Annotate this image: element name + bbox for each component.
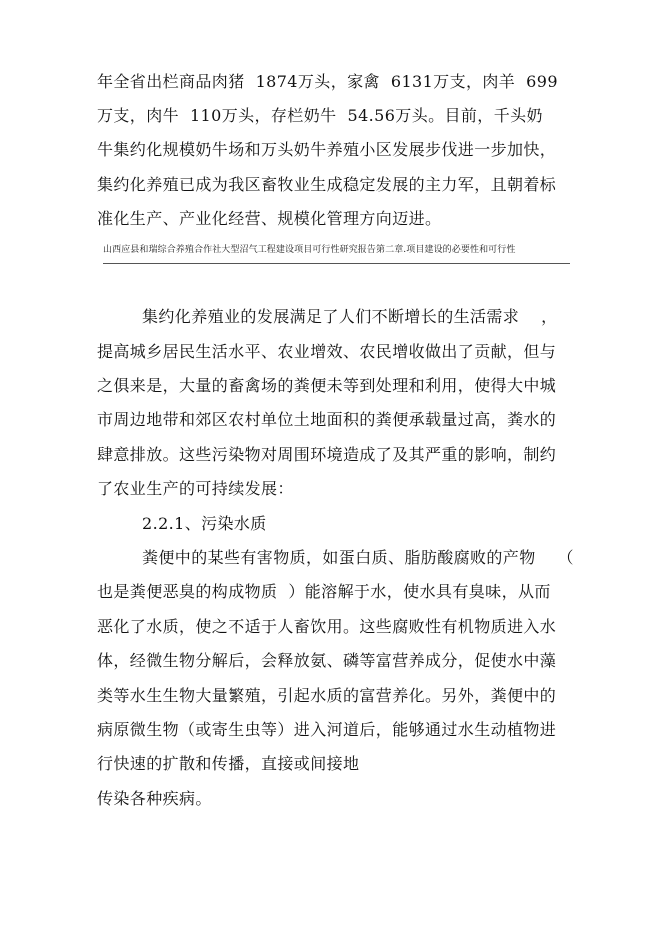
paragraph-2-line-1: 集约化养殖业的发展满足了人们不断增长的生活需求 ， (142, 307, 558, 326)
paragraph-2-line-3: 之俱来是，大量的畜禽场的粪便未等到处理和利用，使得大中城 (97, 376, 557, 395)
paragraph-2-line-6: 了农业生产的可持续发展： (97, 479, 294, 498)
paragraph-3-line-4: 体，经微生物分解后，会释放氨、磷等富营养成分，促使水中藻 (97, 651, 557, 670)
top-paragraph-line-1: 年全省出栏商品肉猪 1874万头，家禽 6131万支，肉羊 699 (97, 72, 558, 91)
header-rule (103, 263, 570, 264)
paragraph-3-line-2: 也是粪便恶臭的构成物质 ）能溶解于水，使水具有臭味，从而 (97, 582, 551, 601)
paragraph-2-line-2: 提高城乡居民生活水平、农业增效、农民增收做出了贡献，但与 (97, 342, 557, 361)
paragraph-3-line-5: 类等水生生物大量繁殖，引起水质的富营养化。另外，粪便中的 (97, 686, 557, 705)
paragraph-3-line-7: 行快速的扩散和传播，直接或间接地 (97, 754, 360, 773)
paragraph-2-line-5: 肆意排放。这些污染物对周围环境造成了及其严重的影响，制约 (97, 445, 557, 464)
top-paragraph-line-5: 准化生产、产业化经营、规模化管理方向迈进。 (97, 209, 442, 228)
paragraph-3-line-1: 粪便中的某些有害物质，如蛋白质、脂肪酸腐败的产物 （ (142, 548, 574, 567)
paragraph-2-line-4: 市周边地带和郊区农村单位土地面积的粪便承载量过高，粪水的 (97, 410, 557, 429)
paragraph-3-line-8: 传染各种疾病。 (97, 789, 212, 808)
running-header: 山西应县和瑞综合养殖合作社大型沼气工程建设项目可行性研究报告第二章.项目建设的必要性和可行性 (103, 245, 516, 255)
section-heading: 2.2.1、污染水质 (142, 514, 267, 533)
top-paragraph-line-4: 集约化养殖已成为我区畜牧业生成稳定发展的主力军，且朝着标 (97, 175, 557, 194)
top-paragraph-line-3: 牛集约化规模奶牛场和万头奶牛养殖小区发展步伐进一步加快， (97, 140, 557, 159)
paragraph-3-line-3: 恶化了水质，使之不适于人畜饮用。这些腐败性有机物质进入水 (97, 617, 557, 636)
paragraph-3-line-6: 病原微生物（或寄生虫等）进入河道后，能够通过水生动植物进 (97, 720, 557, 739)
top-paragraph-line-2: 万支，肉牛 110万头，存栏奶牛 54.56万头。目前，千头奶 (97, 106, 543, 125)
